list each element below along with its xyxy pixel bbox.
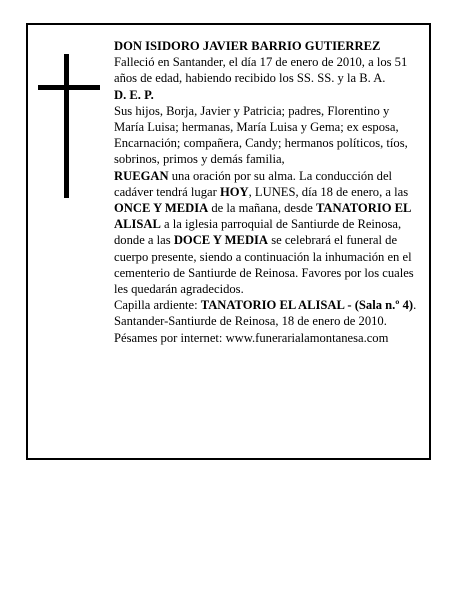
once-media-time: ONCE Y MEDIA — [114, 201, 209, 216]
death-paragraph: Falleció en Santander, el día 17 de enero de 2010, a los 51 años de edad, habiendo recibido los SS. SS. y la B. A. — [114, 55, 408, 86]
capilla-end: . — [413, 298, 417, 313]
ceremony-paragraph — [114, 168, 420, 298]
place-date-line: Santander-Santiurde de Reinosa, 18 de enero de 2010. — [114, 314, 387, 329]
capilla-label: Capilla ardiente: — [114, 298, 201, 313]
dep-line: D. E. P. — [114, 87, 154, 102]
after-once: de la mañana, desde — [208, 201, 316, 216]
ruegan-word: RUEGAN — [114, 168, 169, 183]
tanatorio-name: TANATORIO EL ALISAL — [114, 201, 411, 232]
notice-text — [114, 38, 420, 346]
after-tanatorio: a la iglesia parroquial de Santiurde de Reinosa, donde a las — [114, 217, 402, 248]
capilla-paragraph — [114, 297, 420, 313]
doce-media-time: DOCE Y MEDIA — [173, 233, 269, 248]
cross-vertical-bar — [64, 54, 69, 198]
deceased-name: DON ISIDORO JAVIER BARRIO GUTIERREZ — [114, 39, 381, 53]
after-doce: se celebrará el funeral de cuerpo presente, siendo a continuación la inhumación en el cementerio de Santiurde de Reinosa. Favores por los cuales les quedarán agradecidos. — [114, 233, 414, 297]
hoy-word: HOY — [219, 184, 249, 199]
cross-icon — [38, 54, 100, 198]
after-hoy: , LUNES, día 18 de enero, a las — [248, 184, 409, 199]
family-paragraph: Sus hijos, Borja, Javier y Patricia; padres, Florentino y María Luisa; hermanas, María Luisa y Gema; ex esposa, Encarnación; compañera, Candy; hermanos políticos, tíos, sobrinos, primos y demás familia, — [114, 103, 408, 167]
ruegan-rest: una oración por su alma. La conducción del cadáver tendrá lugar — [114, 168, 393, 199]
cross-horizontal-bar — [38, 85, 100, 90]
capilla-value: TANATORIO EL ALISAL - (Sala n.º 4) — [200, 298, 414, 313]
pesames-line: Pésames por internet: www.funerarialamontanesa.com — [114, 330, 389, 345]
